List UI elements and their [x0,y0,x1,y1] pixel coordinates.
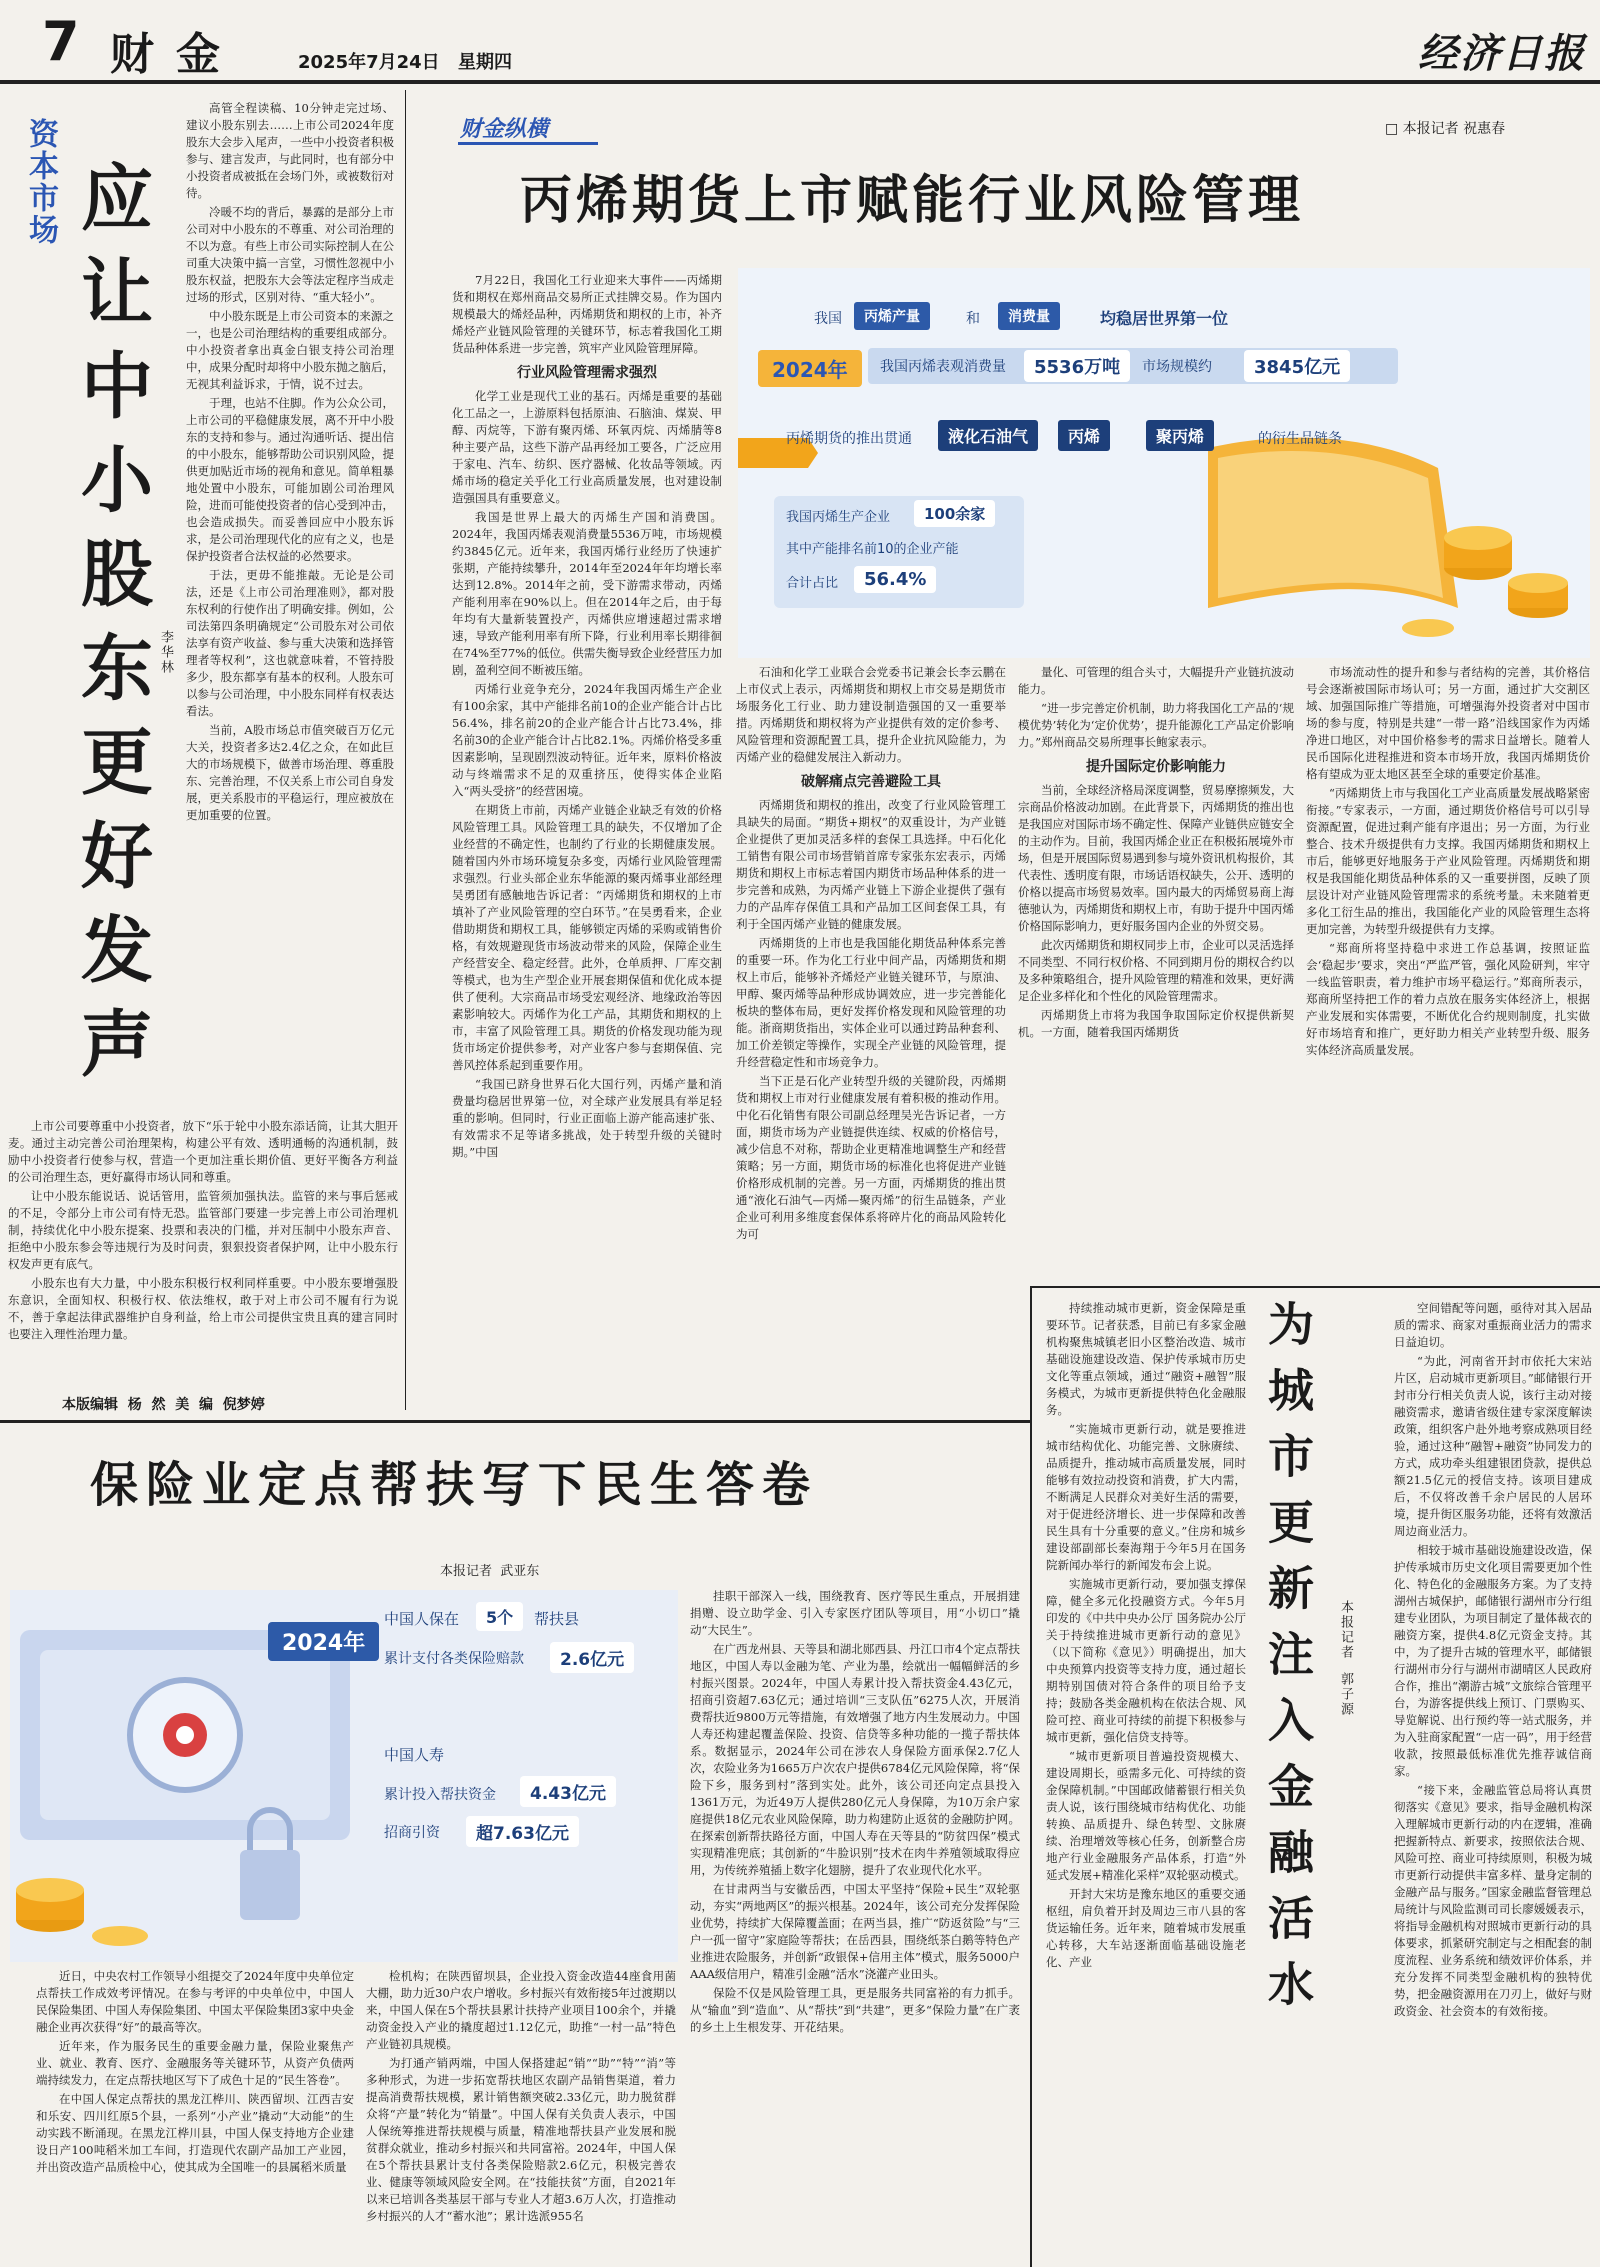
propylene-col-2 [736,664,1006,1412]
propylene-col-1 [452,272,722,1412]
capital-paragraph: 中小股东既是上市公司资本的来源之一，也是公司治理结构的重要组成部分。中小投资者拿出真金白银支持公司治理中，成果分配时却将中小股东抛之脑后，无视其利益诉求，于情，说不过去。 [186,309,394,391]
infographic-consumption-label: 消费量 [998,302,1060,330]
insurance-paragraph: 保险不仅是风险管理工具，更是服务共同富裕的有力抓手。从“输血”到“造血”、从“帮扶”到“共建”，更多“保险力量”在广袤的乡土上生根发芽、开花结果。 [690,1986,1020,2034]
infographic-year-badge: 2024年 [758,350,862,387]
picc-label: 中国人保在 [384,1610,460,1628]
propylene-subhead-3: 提升国际定价影响能力 [1086,759,1226,775]
capital-column-text [186,100,394,1112]
propylene-paragraph: “我国已跻身世界石化大国行列，丙烯产量和消费量均稳居世界第一位，对全球产业发展具有举足轻重的影响。但同时，行业正面临上游产能高速扩张、有效需求不足等诸多挑战，处于转型升级的关键时期。”中国 [452,1077,722,1159]
capital-byline: 李华林 [158,630,173,675]
urban-paragraph: 相较于城市基础设施建设改造，保护传承城市历史文化项目需要更加个性化、特色化的金融服务方案。为了支持湖州古城保护，邮储银行湖州市分行组建专业团队，为项目制定了量体裁衣的融资方案，提供4.8亿元资金支持。其中，为了提升古城的管理水平，邮储银行湖州市分行与湖州市湖晴区人民政府合作，推出“潮游古城”文旅综合管理平台，为游客提供线上预订、门票购买、导览解说、出行预约等一站式服务，并为入驻商家配置“一店一码”，用于经营收款，按照最低标准优先推荐诚信商家。 [1394,1543,1592,1778]
insurance-paragraph: 检机构；在陕西留坝县，企业投入资金改造44座食用菌大棚，助力近30户农户增收。乡村振兴有效衔接5年过渡期以来，中国人保在5个帮扶县累计扶持产业项目100余个，并撬动资金投入产业的撬度超过1.12亿元，助推“一村一品”特色产业链初具规模。 [366,1969,676,2051]
urban-left-rule [1030,1286,1032,2267]
capital-paragraph: 当前，A股市场总市值突破百万亿元大关，投资者多达2.4亿之众，在如此巨大的市场规模下，做善市场治理、尊重股东、完善治理，不仅关系上市公司自身发展，更关系股市的平稳运行，理应被放在更加重要的位置。 [186,723,394,822]
propylene-paragraph: “郑商所将坚持稳中求进工作总基调，按照证监会‘稳起步’要求，突出“严监严管，强化风险研判，牢守一线监管职责，着力维护市场平稳运行。”郑商所表示，郑商所坚持把工作的着力点放在服务实体经济上，根据产业发展和实体需要，不断优化合约规则制度，扎实做好市场培育和推广，更好助力相关产业转型升级、服务实体经济高质量发展。 [1306,941,1590,1057]
urban-paragraph: “接下来，金融监管总局将认真贯彻落实《意见》要求，指导金融机构深入理解城市更新行动的内在逻辑，准确把握新特点、新要求，按照依法合规、风险可控、商业可持续原则，积极为城市更新行动提供丰富多样、量身定制的金融产品与服务。”国家金融监督管理总局统计与风险监测司司长廖媛媛表示，将指导金融机构对照城市更新行动的具体要求，抓紧研究制定与之相配套的制度流程、业务系统和绩效评价体系，并充分发挥不同类型金融机构的独特优势，把金融资源用在刀刃上，做好与财政资金、社会资本的有效衔接。 [1394,1783,1592,2018]
capital-paragraph: 冷暖不均的背后，暴露的是部分上市公司对中小股东的不尊重、对公司治理的不以为意。有些上市公司实际控制人在公司重大决策中搞一言堂，习惯性忽视中小股东权益，把股东大会等法定程序当成走过场的形式，区别对待、“重大轻小”。 [186,205,394,304]
propylene-paragraph: 丙烯期货的上市也是我国能化期货品种体系完善的重要一环。作为化工行业中间产品，丙烯期货和期权上市后，能够补齐烯烃产业链关键环节，与原油、甲醇、聚丙烯等品种形成协调效应，进一步完善能化板块的整体布局，更好发挥价格发现和风险管理的功能。浙商期货指出，实体企业可以通过跨品种套利、加工价差锁定等操作，实现全产业链的风险管理，提升经营稳定性和市场竞争力。 [736,936,1006,1069]
insurance-paragraph: 近日，中央农村工作领导小组提交了2024年度中央单位定点帮扶工作成效考评情况。在参与考评的中央单位中，中国人民保险集团、中国人寿保险集团、中国太平保险集团3家中央金融企业再次获得“好”的最高等次。 [36,1969,354,2034]
propylene-col-4 [1306,664,1590,1274]
propylene-subhead-1: 行业风险管理需求强烈 [517,365,657,381]
insurance-paragraph: 在中国人保定点帮扶的黑龙江桦川、陕西留坝、江西吉安和乐安、四川红原5个县，一系列“小产业”撬动“大动能”的生动实践不断涌现。在黑龙江桦川县，中国人保支持地方企业建设日产100吨稻米加工车间，打造现代农副产品加工产业园，并出资改造产品质检中心，使其成为全国唯一的县属稻米质量 [36,2092,354,2174]
chain-label: 丙烯期货的推出贯通 [786,431,912,447]
infographic-line1-suffix: 均稳居世界第一位 [1100,309,1229,328]
share-label-1: 其中产能排名前10的企业产能 [786,542,959,557]
chain-suffix: 的衍生品链条 [1258,431,1342,447]
propylene-tag-underline [458,142,598,145]
china-life-attract-label: 招商引资 [384,1825,440,1841]
propylene-paragraph: 丙烯期货上市将为我国争取国际定价权提供新契机。一方面，随着我国丙烯期货 [1018,1008,1294,1039]
propylene-paragraph: 此次丙烯期货和期权同步上市，企业可以灵活选择不同类型、不同行权价格、不同到期月份的期权合约以及多种策略组合，提升风险管理的精准和效果，更好满足企业多样化和个性化的风险管理需求。 [1018,938,1294,1003]
column-tag-capital-market: 资本市场 [23,118,58,246]
right-box-top-rule [1030,1286,1600,1288]
paper-logo: 经济日报 [1418,30,1586,77]
propylene-paragraph: 市场流动性的提升和参与者结构的完善，其价格信号会逐渐被国际市场认可；另一方面，通过扩大交割区域、加强国际推广等措施，可增强海外投资者对中国市场的参与度，特别是共建“一带一路”沿线国家作为丙烯净进口地区，对中国价格参考的需求日益增长。随着人民币国际化进程推进和资本市场开放，我国丙烯期货价格有望成为亚太地区甚至全球的重要定价基准。 [1306,665,1590,781]
capital-bottom-text [8,1118,398,1380]
propylene-paragraph: 7月22日，我国化工行业迎来大事件——丙烯期货和期权在郑州商品交易所正式挂牌交易。作为国内规模最大的烯烃品种，丙烯期货和期权的上市，补齐烯烃产业链风险管理的关键环节，标志着我国化工期货品种体系进一步完善，筑牢产业风险管理屏障。 [452,273,722,355]
chain-item-lpg: 液化石油气 [938,420,1038,451]
propylene-paragraph: 当前，全球经济格局深度调整，贸易摩擦频发，大宗商品价格波动加剧。在此背景下，丙烯期货的推出也是我国应对国际市场不确定性、保障产业链供应链安全的主动作为。目前，我国丙烯企业正在积极拓展境外市场，但是开展国际贸易遇到参与境外资讯机构报价，其代表性、透明度有限，市场话语权缺失，公开、透明的价格以提高市场贸易效率。国内最大的丙烯贸易商上海德驰认为，丙烯期货和期权上市，有助于提升中国丙烯价格国际影响力，更好服务国内企业的外贸交易。 [1018,783,1294,933]
capital-paragraph: 高管全程读稿、10分钟走完过场、建议小股东别去……上市公司2024年度股东大会步入尾声，一些中小投资者积极参与、建言发声，与此同时，也有部分中小投资者成被抵在会场门外，或被数衍对待。 [186,101,394,200]
picc-county-suffix: 帮扶县 [534,1610,580,1628]
propylene-paragraph: 我国是世界上最大的丙烯生产国和消费国。2024年，我国丙烯表观消费量5536万吨，市场规模约3845亿元。近年来，我国丙烯行业经历了快速扩张期，产能持续攀升，2014年至2024年年均增长率达到12.8%。2014年之前，受下游需求带动，丙烯产能利用率在90%以上。但在2014年之后，由于每年均有大量新装置投产，丙烯供应增速超过需求增速，导致产能利用率有所下降，行业利用率长期徘徊在74%至77%的低位。供需失衡导致企业经营压力加剧，盈利空间不断被压缩。 [452,510,722,677]
propylene-byline: □ 本报记者 祝惠春 [1385,121,1506,137]
masthead-rule [0,80,1600,84]
producers-value: 100余家 [914,500,995,527]
propylene-subhead-2: 破解痛点完善避险工具 [801,774,941,790]
market-size-value: 3845亿元 [1244,350,1350,382]
insurance-byline: 本报记者 武亚东 [440,1564,540,1579]
chain-item-polypropylene: 聚丙烯 [1146,420,1214,451]
consumption-label: 我国丙烯表观消费量 [880,359,1006,375]
capital-paragraph: 让中小股东能说话、说话管用，监管须加强执法。监管的来与事后惩戒的不足，令部分上市公司有恃无恐。监管部门要建一步完善上市公司治理机制，持续优化中小股东提案、投票和表决的门槛，并对压制中小股东声音、拒绝中小股东参会等违规行为及时问责，狠狠投资者保护网，让中小股东行权发声更有底气。 [8,1189,398,1271]
insurance-infographic [10,1590,678,1962]
propylene-headline: 丙烯期货上市赋能行业风险管理 [520,170,1305,231]
china-life-attract-value: 超7.63亿元 [466,1816,579,1847]
editor-credit: 本版编辑 杨 然 美 编 倪梦婷 [62,1397,265,1413]
urban-headline: 为城市更新注入金融活水 [1261,1300,1315,2026]
urban-paragraph: 实施城市更新行动，要加强支撑保障，健全多元化投融资方式。今年5月印发的《中共中央办公厅 国务院办公厅关于持续推进城市更新行动的意见》（以下简称《意见》）明确提出，加大中央预算内投资等支持力度，通过超长期特别国债对符合条件的项目给予支持；鼓励各类金融机构在依法合规、风险可控、商业可持续的前提下积极参与城市更新，强化信贷支持等。 [1046,1577,1246,1744]
capital-paragraph: 于理，也站不住脚。作为公众公司，上市公司的平稳健康发展，离不开中小股东的支持和参与。通过沟通听话、提出信的中小股东，能够帮助公司识别风险，提供更加贴近市场的视角和意见。简单粗暴地处置中小股东，可能加剧公司治理风险，进而可能使投资者的信心受到冲击，也会造成损失。而妥善回应中小股东诉求，是公司治理现代化的应有之义，也是保护投资者合法权益的必然要求。 [186,396,394,563]
propylene-paragraph: 量化、可管理的组合头寸，大幅提升产业链抗波动能力。 [1018,665,1294,696]
section-name: 财金 [110,29,242,80]
infographic-and: 和 [966,311,980,327]
issue-date: 2025年7月24日 [298,52,440,73]
share-value: 56.4% [854,566,936,593]
column-tag-finance: 财金纵横 [460,117,549,142]
insurance-paragraph: 近年来，作为服务民生的重要金融力量，保险业聚焦产业、就业、教育、医疗、金融服务等关键环节，从资产负债两端持续发力，在定点帮扶地区写下了成色十足的“民生答卷”。 [36,2039,354,2087]
urban-paragraph: 持续推动城市更新，资金保障是重要环节。记者获悉，目前已有多家金融机构聚焦城镇老旧小区整治改造、城市基础设施建设改造、保护传承城市历史文化等重点领域，通过“融资+融智”服务模式，为城市更新提供特色化金融服务。 [1046,1301,1246,1417]
propylene-paragraph: “进一步完善定价机制，助力将我国化工产品的‘规模优势’转化为‘定价优势’，提升能源化工产品定价影响力。”郑州商品交易所理事长鲍家表示。 [1018,701,1294,749]
propylene-paragraph: “丙烯期货上市与我国化工产业高质量发展战略紧密衔接。”专家表示，一方面，通过期货价格信号可以引导资源配置，促进过剩产能有序退出；另一方面，为行业整合、技术升级提供有力支撑。我国丙烯期货和期权上市后，能够更好地服务于产业风险管理。丙烯期货和期权是我国能化期货品种体系的又一重要拼图，反映了顶层设计对产业链风险管理需求的系统考量。未来随着更多化工衍生品的推出，我国能化产业的风险管理生态将更加完善，为转型升级提供有力支撑。 [1306,786,1590,936]
capital-paragraph: 于法，更毋不能推敲。无论是公司法，还是《上市公司治理准则》，都对股东权利的行使作出了明确安排。例如，公司法第四条明确规定“公司股东对公司依法享有资产收益、参与重大决策和选择管理者等权利”，这也就意味着，不管持股多少，股东都享有基本的权利。人股东可以参与公司治理，中小股东同样有权表达看法。 [186,568,394,718]
share-label-2: 合计占比 [786,576,839,591]
picc-payout-value: 2.6亿元 [550,1642,634,1673]
masthead [0,0,1600,82]
urban-col-2 [1394,1300,1592,2260]
left-vertical-rule [405,90,406,1410]
infographic-output-label: 丙烯产量 [854,302,930,330]
insurance-col-2 [366,1968,676,2260]
chain-item-propylene: 丙烯 [1058,420,1110,451]
insurance-paragraph: 为打通产销两端，中国人保搭建起“销”“助”“特”“消”等多种形式，为进一步拓宽帮扶地区农副产品销售渠道，着力提高消费帮扶规模，累计销售额突破2.33亿元，助力脱贫群众将“产量”转化为“销量”。中国人保有关负责人表示，中国人保统筹推进帮扶规模与质量，精准地帮扶县产业发展和脱贫群众就业，推动乡村振兴和共同富裕。2024年，中国人保在5个帮扶县累计支付各类保险赔款2.6亿元，积极完善农业、健康等领域风险安全网。在“技能扶贫”方面，自2021年以来已培训各类基层干部与专业人才超3.6万人次，打造推动乡村振兴的人才“蓄水池”；累计选派955名 [366,2056,676,2223]
issue-weekday: 星期四 [458,52,512,73]
propylene-paragraph: 丙烯行业竞争充分，2024年我国丙烯生产企业有100余家，其中产能排名前10的企业产能合计占比56.4%，排名前20的企业产能合计占比73.4%，排名前30的企业产能合计占比82.1%。丙烯价格受多重因素影响，呈现剧烈波动特征。近年来，原料价格波动与终端需求不足的双重挤压，使得实体企业陷入“两头受挤”的经营困境。 [452,682,722,798]
picc-county-count: 5个 [476,1602,523,1631]
propylene-paragraph: 丙烯期货和期权的推出，改变了行业风险管理工具缺失的局面。“期货+期权”的双重设计，为产业链企业提供了更加灵活多样的套保工具选择。中石化化工销售有限公司市场营销首席专家张东宏表示，丙烯期货和期权上市标志着国内期货市场品种体系的进一步完善和成熟，为丙烯产业链上下游企业提供了强有力的产品库存保值工具和产品加工区间套保工具，有利于全国丙烯产业链的健康发展。 [736,798,1006,931]
infographic-line1-prefix: 我国 [814,311,842,327]
urban-paragraph: 空间错配等问题，亟待对其入居品质的需求、商家对重振商业活力的需求日益迫切。 [1394,1301,1592,1349]
market-size-label: 市场规模约 [1142,359,1212,375]
producers-label: 我国丙烯生产企业 [786,510,891,525]
urban-paragraph: “城市更新项目普遍投资规模大、建设周期长，亟需多元化、可持续的资金保障机制。”中国邮政储蓄银行相关负责人说，该行围绕城市结构优化、功能转换、品质提升、绿色转型、文脉赓续、治理增效等核心任务，创新整合房地产行业金融服务产品体系，打造“外延式发展+精准化采样”双轮驱动模式。 [1046,1749,1246,1882]
china-life-invest-label: 累计投入帮扶资金 [384,1787,496,1803]
propylene-paragraph: 在期货上市前，丙烯产业链企业缺乏有效的价格风险管理工具。风险管理工具的缺失，不仅增加了企业经营的不确定性，也制约了行业的长期健康发展。随着国内外市场环境复杂多变，丙烯行业风险管理需求强烈。行业头部企业东华能源的聚丙烯事业部经理吴勇团有感触地告诉记者：“丙烯期货和期权的上市填补了产业风险管理的空白环节。”在吴勇看来，企业借助期货和期权工具，能够锁定丙烯的采购或销售价格，有效规避现货市场波动带来的风险，保障企业生产经营安全、稳定经营。此外，仓单质押、厂库交割等模式，也为生产型企业开展套期保值和优化成本提供了便利。大宗商品市场受宏观经济、地缘政治等因素影响较大。丙烯作为化工产品，其期货和期权的上市，丰富了风险管理工具。期货的价格发现功能为现货市场定价提供参考，对产业客户参与套期保值、完善风控体系起到重要作用。 [452,803,722,1072]
propylene-paragraph: 当下正是石化产业转型升级的关键阶段，丙烯期货和期权上市对行业健康发展有着积极的推动作用。中化石化销售有限公司副总经理吴光告诉记者，一方面，期货市场为产业链提供连续、权威的价格信号，减少信息不对称，帮助企业更精准地调整生产和经营策略；另一方面，期货市场的标准化也将促进产业链价格形成机制的完善。另一方面，丙烯期货的推出贯通“液化石油气—丙烯—聚丙烯”的衍生品链条，产业企业可利用多维度套保体系将碎片化的商品风险转化为可 [736,1074,1006,1241]
mid-horizontal-rule [0,1420,1030,1423]
consumption-value: 5536万吨 [1024,350,1130,382]
capital-paragraph: 小股东也有大力量，中小股东积极行权利同样重要。中小股东要增强股东意识，全面知权、积极行权、依法维权，敢于对上市公司不履有行为说不，善于拿起法律武器维护自身利益，给上市公司提供宝贵且真的建言同时也要注入理性治理力量。 [8,1276,398,1341]
insurance-year-badge: 2024年 [268,1622,379,1661]
page-number: 7 [42,10,80,73]
china-life-label: 中国人寿 [384,1746,445,1764]
insurance-headline: 保险业定点帮扶写下民生答卷 [90,1457,819,1513]
insurance-col-3 [690,1588,1020,2260]
urban-paragraph: “为此，河南省开封市依托大宋站片区，启动城市更新项目。”邮储银行开封市分行相关负责人说，该行主动对接融资需求，邀请省级住建专家深度解读政策，组织客户赴外地考察成熟项目经验，通过这种“融智+融资”协同发力的方式，成功牵头组建银团贷款，提供总额21.5亿元的授信支持。该项目建成后，不仅将改善千余户居民的人居环境，提升街区服务功能，还将有效激活周边商业活力。 [1394,1354,1592,1538]
urban-byline: 本报记者 郭子源 [1338,1600,1353,1718]
urban-col-1 [1046,1300,1246,2260]
urban-paragraph: “实施城市更新行动，就是要推进城市结构优化、功能完善、文脉赓续、品质提升，推动城市高质量发展，同时能够有效拉动投资和消费，扩大内需，不断满足人民群众对美好生活的需要，对于促进经济增长、进一步保障和改善民生具有十分重要的意义。”住房和城乡建设部副部长秦海翔于今年5月在国务院新闻办举行的新闻发布会上说。 [1046,1422,1246,1572]
insurance-paragraph: 在广西龙州县、天等县和湖北郧西县、丹江口市4个定点帮扶地区，中国人寿以金融为笔、产业为墨，绘就出一幅幅鲜活的乡村振兴图景。2024年，中国人寿累计投入帮扶资金4.43亿元，招商引资超7.63亿元；通过培训“三支队伍”6275人次，开展消费帮扶近9800万元等措施，有效增强了地方内生发展动力。中国人寿还构建起覆盖保险、投资、信贷等多种功能的一揽子帮扶体系。数据显示，2024年公司在涉农人身保险方面承保2.7亿人次，农险业务为1665万户次农户提供6784亿元风险保障，将“保险下乡，服务到村”落到实处。此外，该公司还向定点县投入1361万元，为近49万人提供280亿元人身保障，为10万余户家庭提供18亿元农业风险保障，助力构建防止返贫的金融防护网。在探索创新帮扶路径方面，中国人寿在天等县的“防贫四保”模式实现精准兜底；其创新的“牛脸识别”技术在肉牛养殖领域取得应用，为传统养殖插上数字化翅膀，提升了农业现代化水平。 [690,1642,1020,1877]
propylene-infographic [738,268,1590,658]
insurance-col-1 [36,1968,354,2260]
china-life-invest-value: 4.43亿元 [520,1776,616,1807]
picc-payout-label: 累计支付各类保险赔款 [384,1651,524,1667]
urban-paragraph: 开封大宋坊是豫东地区的重要交通枢纽，肩负着开封及周边三市八县的客货运输任务。近年来，随着城市发展重心转移，大车站逐渐面临基础设施老化、产业 [1046,1887,1246,1969]
propylene-col-3 [1018,664,1294,1274]
capital-paragraph: 上市公司要尊重中小投资者，放下“乐于轮中小股东添话筒，让其大胆开麦。通过主动完善公司治理架构，构建公平有效、透明通畅的沟通机制，鼓励中小投资者行使参与权，营造一个更加注重长期价值、更好平衡各方利益的公司治理生态，更好赢得市场认同和尊重。 [8,1119,398,1184]
insurance-paragraph: 在甘肃两当与安徽岳西，中国太平坚持“保险+民生”双轮驱动，夯实“两地两区”的振兴根基。2024年，该公司充分发挥保险业优势，持续扩大保障覆盖面；在两当县，推广“防返贫险”与“三户一孤一留守”家庭险等帮扶；在岳西县，围绕纸茶白鹅等特色产业推进农险服务，并创新“政银保+信用主体”模式，服务5000户AAA级信用户，精准引金融“活水”浇灌产业田头。 [690,1882,1020,1981]
propylene-paragraph: 石油和化学工业联合会党委书记兼会长李云鹏在上市仪式上表示，丙烯期货和期权上市交易是期货市场服务化工行业、助力建设制造强国的又一重要举措。丙烯期货和期权将为产业提供有效的定价参考、风险管理和资源配置工具，提升企业抗风险能力，为丙烯产业的稳健发展注入新动力。 [736,665,1006,764]
propylene-paragraph: 化学工业是现代工业的基石。丙烯是重要的基础化工品之一，上游原料包括原油、石脑油、煤炭、甲醇、丙烷等，下游有聚丙烯、环氧丙烷、丙烯腈等8种主要产品，这些下游产品再经加工要各，广泛应用于家电、汽车、纺织、医疗器械、化妆品等领域。丙烯市场的稳定关乎化工行业高质量发展，也对建设制造强国具有重要意义。 [452,389,722,505]
capital-headline: 应让中小股东更好发声 [69,160,154,1100]
insurance-paragraph: 挂职干部深入一线，围绕教育、医疗等民生重点，开展捐建捐赠、设立助学金、引入专家医疗团队等项目，用“小切口”撬动“大民生”。 [690,1589,1020,1637]
